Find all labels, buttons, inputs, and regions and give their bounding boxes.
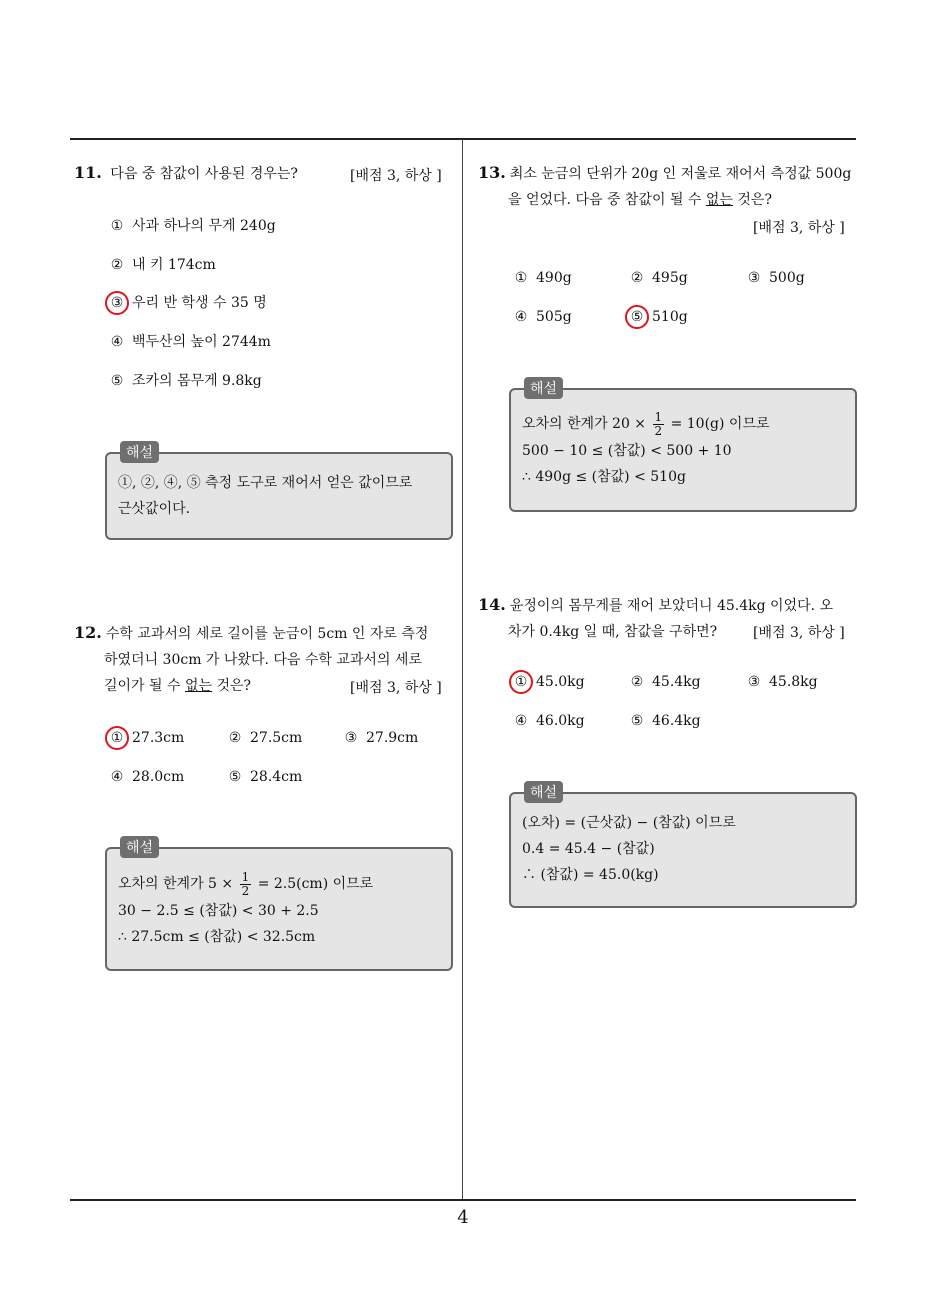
choice-text: 490g — [536, 270, 572, 286]
score-label: [배점 3, 하상 ] — [350, 680, 442, 696]
fraction-denominator: 2 — [241, 883, 250, 898]
choice-mark: ① — [514, 270, 528, 286]
choice-text: 28.0cm — [132, 769, 185, 785]
solution-line: ∴ 27.5cm ≤ (참값) < 32.5cm — [118, 929, 316, 945]
question-11-stem — [74, 160, 298, 187]
choice-3[interactable] — [743, 672, 818, 692]
choice-text: 사과 하나의 무게 240g — [132, 218, 276, 234]
question-number: 14. — [478, 595, 506, 614]
question-text-line: 차가 0.4kg 일 때, 참값을 구하면? — [508, 624, 718, 640]
choice-mark: ⑤ — [630, 713, 644, 729]
fraction-numerator: 1 — [241, 869, 250, 884]
answer-circle-mark — [509, 670, 533, 694]
choice-mark: ⑤ — [630, 309, 644, 325]
solution-text-part: 오차의 한계가 5 × — [118, 876, 234, 892]
question-text-line: 하였더니 30cm 가 나왔다. 다음 수학 교과서의 세로 — [104, 652, 422, 668]
choice-mark: ③ — [110, 295, 124, 311]
fraction-denominator: 2 — [654, 423, 663, 438]
question-text-line: 수학 교과서의 세로 길이를 눈금이 5cm 인 자로 측정 — [105, 626, 429, 642]
choice-text: 45.8kg — [769, 674, 818, 690]
solution-text — [118, 470, 412, 522]
score-label: [배점 3, 하상 ] — [753, 220, 845, 236]
choice-mark: ④ — [514, 309, 528, 325]
solution-text-part: = 2.5(cm) 이므로 — [257, 876, 374, 892]
solution-line: 0.4 = 45.4 − (참값) — [522, 841, 655, 857]
fraction-numerator: 1 — [654, 409, 663, 424]
answer-circle-mark — [625, 305, 649, 329]
solution-tag: 해설 — [524, 781, 563, 803]
solution-text-part: 오차의 한계가 20 × — [522, 416, 647, 432]
fraction — [240, 871, 252, 898]
choice-text: 46.0kg — [536, 713, 585, 729]
choice-mark: ① — [110, 218, 124, 234]
choice-text: 45.0kg — [536, 674, 585, 690]
choice-1[interactable] — [510, 268, 572, 288]
choice-mark: ④ — [514, 713, 528, 729]
choice-4[interactable] — [106, 332, 271, 352]
solution-tag: 해설 — [524, 377, 563, 399]
choice-text: 백두산의 높이 2744m — [132, 334, 271, 350]
choice-2[interactable] — [224, 728, 302, 748]
choice-3[interactable] — [106, 293, 267, 313]
solution-tag: 해설 — [120, 836, 159, 858]
question-text: 다음 중 참값이 사용된 경우는? — [110, 166, 298, 182]
choice-3[interactable] — [340, 728, 418, 748]
solution-text — [118, 862, 373, 950]
question-text: 것은? — [212, 678, 252, 694]
solution-text-part: = 10(g) 이므로 — [670, 416, 770, 432]
question-text-line: 최소 눈금의 단위가 20g 인 저울로 재어서 측정값 500g — [509, 166, 852, 182]
choice-2[interactable] — [106, 255, 216, 275]
fraction — [653, 411, 665, 438]
question-text-line: 윤정이의 몸무게를 재어 보았더니 45.4kg 이었다. 오 — [509, 598, 834, 614]
choice-text: 27.5cm — [250, 730, 303, 746]
choice-text: 495g — [652, 270, 688, 286]
answer-circle-mark — [105, 291, 129, 315]
choice-1[interactable] — [106, 216, 276, 236]
choice-mark: ② — [228, 730, 242, 746]
choice-2[interactable] — [626, 268, 688, 288]
question-text: 길이가 될 수 — [104, 678, 185, 694]
question-number: 13. — [478, 163, 506, 182]
underlined-word: 없는 — [184, 678, 213, 694]
choice-5[interactable] — [224, 767, 302, 787]
solution-line: 500 − 10 ≤ (참값) < 500 + 10 — [522, 443, 732, 459]
choice-3[interactable] — [743, 268, 805, 288]
solution-text — [522, 810, 736, 888]
solution-line: ∴ (참값) = 45.0(kg) — [522, 867, 659, 883]
choice-text: 46.4kg — [652, 713, 701, 729]
question-13-stem — [478, 160, 868, 213]
choice-mark: ⑤ — [110, 373, 124, 389]
bottom-rule — [70, 1199, 856, 1201]
choice-text: 조카의 몸무게 9.8kg — [132, 373, 262, 389]
answer-circle-mark — [105, 726, 129, 750]
solution-line: ∴ 490g ≤ (참값) < 510g — [522, 469, 686, 485]
question-number: 11. — [74, 163, 102, 182]
page-number: 4 — [457, 1207, 469, 1228]
choice-4[interactable] — [106, 767, 184, 787]
choice-mark: ① — [514, 674, 528, 690]
question-text: 을 얻었다. 다음 중 참값이 될 수 — [508, 192, 706, 208]
choice-mark: ② — [630, 674, 644, 690]
solution-tag: 해설 — [120, 441, 159, 463]
choice-mark: ③ — [344, 730, 358, 746]
choice-text: 500g — [769, 270, 805, 286]
solution-line: 30 − 2.5 ≤ (참값) < 30 + 2.5 — [118, 903, 319, 919]
column-divider — [462, 139, 463, 1200]
choice-mark: ② — [630, 270, 644, 286]
choice-text: 28.4cm — [250, 769, 303, 785]
solution-line: 근삿값이다. — [118, 501, 191, 517]
choice-text: 505g — [536, 309, 572, 325]
question-number: 12. — [74, 623, 102, 642]
choice-text: 내 키 174cm — [132, 257, 216, 273]
choice-mark: ⑤ — [228, 769, 242, 785]
solution-line: (오차) = (근삿값) − (참값) 이므로 — [522, 815, 736, 831]
solution-line: ①, ②, ④, ⑤ 측정 도구로 재어서 얻은 값이므로 — [118, 475, 413, 491]
choice-5[interactable] — [106, 371, 262, 391]
choice-4[interactable] — [510, 711, 585, 731]
choice-text: 27.9cm — [366, 730, 419, 746]
choice-text: 27.3cm — [132, 730, 185, 746]
choice-2[interactable] — [626, 672, 701, 692]
choice-mark: ④ — [110, 769, 124, 785]
choice-text: 45.4kg — [652, 674, 701, 690]
choice-text: 우리 반 학생 수 35 명 — [132, 295, 267, 311]
choice-mark: ① — [110, 730, 124, 746]
choice-text: 510g — [652, 309, 688, 325]
solution-text — [522, 402, 770, 490]
choice-mark: ④ — [110, 334, 124, 350]
score-label: [배점 3, 하상 ] — [350, 168, 442, 184]
question-text: 것은? — [732, 192, 772, 208]
choice-mark: ② — [110, 257, 124, 273]
choice-4[interactable] — [510, 307, 572, 327]
choice-mark: ③ — [747, 270, 761, 286]
choice-5[interactable] — [626, 711, 701, 731]
choice-mark: ③ — [747, 674, 761, 690]
underlined-word: 없는 — [705, 192, 733, 208]
score-label: [배점 3, 하상 ] — [753, 625, 845, 641]
